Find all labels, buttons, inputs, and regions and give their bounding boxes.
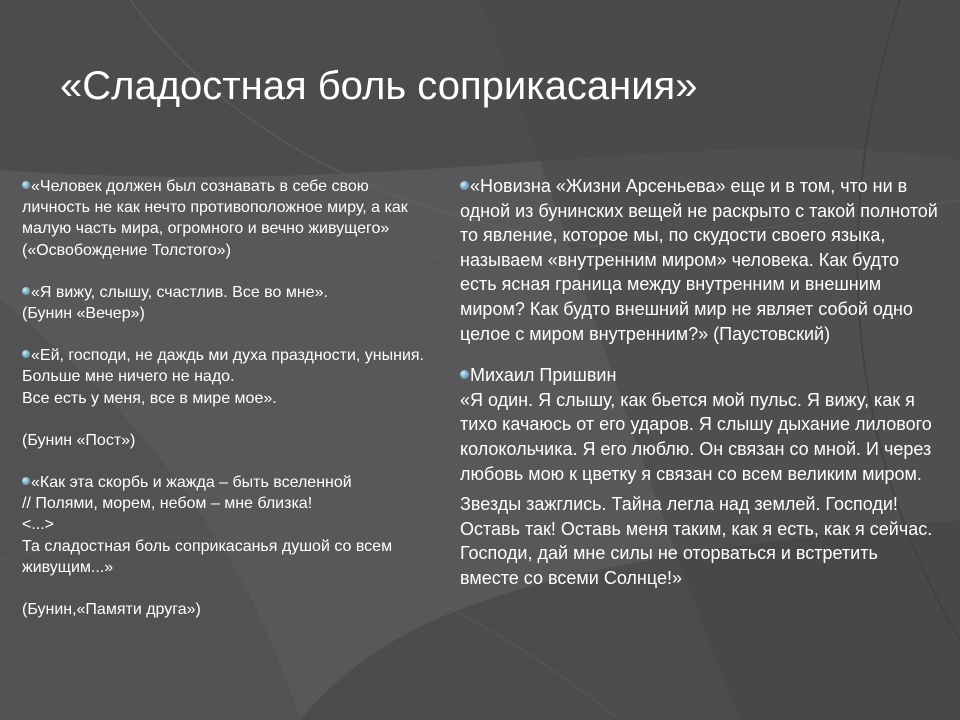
- left-quote-3-text: «Ей, господи, не даждь ми духа праздности, уныния. Больше мне ничего не надо. Все есть у меня, все в мире мое».: [22, 347, 424, 407]
- slide-title: «Сладостная боль соприкасания»: [60, 64, 698, 108]
- bullet-icon: [460, 370, 469, 379]
- bullet-icon: [22, 287, 30, 295]
- left-quote-tolstoy: [22, 176, 432, 261]
- right-quote-prishvin-1: «Я один. Я слышу, как бьется мой пульс. Я вижу, как я тихо качаюсь от его ударов. Я слышу дыхание лилового колокольчика. Я его люблю. Он связан со мной. И через любовь мою к цветку я связан со всем великим миром.: [460, 389, 932, 484]
- bullet-icon: [22, 350, 30, 358]
- bullet-icon: [460, 181, 469, 190]
- bullet-icon: [22, 477, 30, 485]
- left-quote-2-text: «Я вижу, слышу, счастлив. Все во мне». (Бунин «Вечер»): [22, 283, 328, 323]
- right-column: [460, 174, 940, 591]
- bullet-icon: [22, 181, 30, 189]
- left-quote-4-text: «Как эта скорбь и жажда – быть вселенной // Полями, морем, небом – мне близка! <...> Та сладостная боль соприкасанья душой со всем живущим...»: [22, 474, 393, 576]
- right-author-prishvin: [460, 363, 940, 388]
- right-quote-prishvin-2: Звезды зажглись. Тайна легла над землей. Господи! Оставь так! Оставь меня таким, как я есть, как я сейчас. Господи, дай мне силы не оторваться и встретить вместе со всеми Солнце!»: [460, 494, 933, 588]
- left-quote-post: [22, 345, 432, 409]
- right-quote-1-text: «Новизна «Жизни Арсеньева» еще и в том, что ни в одной из бунинских вещей не раскрыто с такой полнотой то явление, которое мы, по скудости своего языка, называем «внутренним миром» человека. Как будто есть ясная граница между внутренним и внешним миром? Как будто внешний мир не являет собой одно целое с миром внутренним?» (Паустовский): [460, 176, 938, 344]
- right-author-text: Михаил Пришвин: [470, 365, 617, 386]
- left-column: [22, 176, 432, 620]
- left-quote-drug-source: (Бунин,«Памяти друга»): [22, 601, 201, 619]
- left-quote-1-text: «Человек должен был сознавать в себе свою личность не как нечто противоположное миру, а как малую часть мира, огромного и вечно живущего» («Освобождение Толстого»): [22, 178, 408, 259]
- left-quote-post-source: (Бунин «Пост»): [22, 431, 136, 449]
- left-quote-vecher: [22, 282, 432, 324]
- left-quote-drug: [22, 472, 432, 578]
- right-quote-paustovsky: [460, 174, 940, 346]
